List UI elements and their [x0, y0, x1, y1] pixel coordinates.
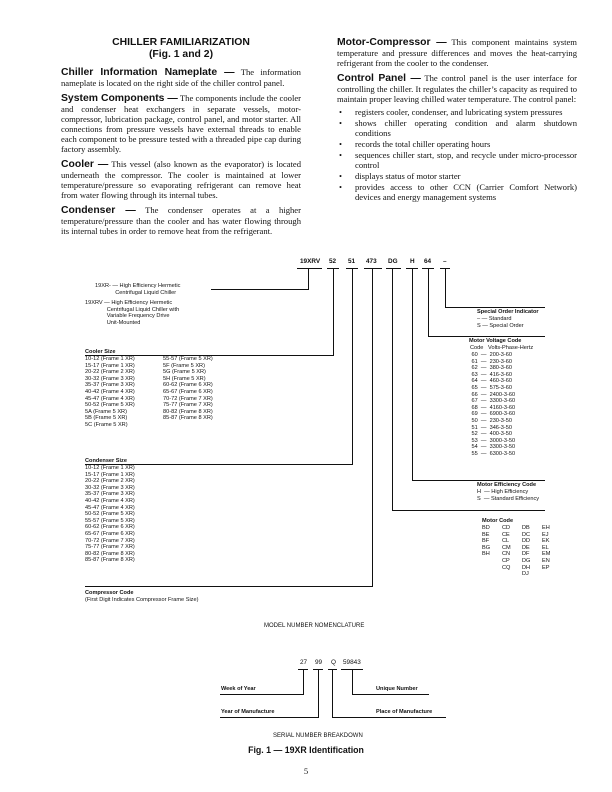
list-item: • shows chiller operating condition and alarm shutdown conditions [351, 118, 577, 138]
motor-code-col-4: EH EJ EK EL EM EN EP [542, 525, 551, 571]
type-19xrv: 19XRV — High Efficiency Hermetic Centrifugal Liquid Chiller with Variable Frequency Drive Unit-Mounted [85, 300, 180, 326]
motor-efficiency-list: H — High Efficiency S — Standard Efficiency [477, 489, 540, 502]
model-code-motor: DG [388, 258, 398, 265]
motor-text: This component maintains system temperature and pressure differences and moves the heat-carrying refrigerant from the cooler to the condenser. [337, 37, 577, 68]
model-caption: MODEL NUMBER NOMENCLATURE [264, 623, 365, 629]
nameplate-heading: Chiller Information Nameplate — [61, 67, 235, 78]
page-number: 5 [303, 766, 309, 776]
serial-code-week: 27 [300, 659, 308, 666]
special-order-title: Special Order Indicator [477, 309, 539, 315]
list-item: • records the total chiller operating hours [351, 139, 577, 149]
motor-paragraph [337, 37, 577, 68]
condenser-size-title: Condenser Size [85, 458, 127, 464]
list-item: • registers cooler, condenser, and lubricating system pressures [351, 107, 577, 117]
serial-code-place: Q [331, 659, 336, 666]
model-code-condenser: 51 [348, 258, 356, 265]
cooler-size-list-1: 10-12 (Frame 1 XR) 15-17 (Frame 1 XR) 20-22 (Frame 2 XR) 30-32 (Frame 3 XR) 35-37 (Frame 3 XR) 40-42 (Frame 4 XR) 45-47 (Frame 4 XR) 50-52 (Frame 5 XR) 5A (Frame 5 XR) 5B (Frame 5 XR) 5C (Frame 5 XR) [85, 356, 135, 428]
motor-voltage-title: Motor Voltage Code [469, 338, 522, 344]
cooler-size-title: Cooler Size [85, 349, 116, 355]
serial-code-unique: 59843 [343, 659, 361, 666]
cooler-heading: Cooler — [61, 159, 109, 170]
panel-text: The control panel is the user interface for controlling the chiller. It regulates the chiller’s capacity as required to maintain proper leaving chilled water temperature. The control panel: [337, 73, 577, 104]
motor-voltage-list: 60 — 200-3-60 61 — 230-3-60 62 — 380-3-60 63 — 416-3-60 64 — 460-3-60 65 — 575-3-60 66 — 2400-3-60 67 — 3300-3-60 68 — 4160-3-60 69 — 6900-3-60 50 — 230-3-50 51 — 346-3-50 52 — 400-3-50 53 — 3000-3-50 54 — 3300-3-50 55 — 6300-3-50 [471, 352, 516, 457]
nameplate-text: The information nameplate is located on the right side of the chiller control panel. [61, 67, 301, 88]
model-code-type: 19XRV [300, 258, 321, 265]
model-code-special: – [443, 258, 447, 265]
nameplate-paragraph [61, 67, 301, 88]
motor-code-col-1: BD BE BF BG BH [482, 525, 491, 558]
motor-code-col-2: CD CE CL CM CN CP CQ [502, 525, 511, 571]
control-panel-list [337, 107, 577, 202]
motor-code-title: Motor Code [482, 518, 514, 524]
condenser-size-list: 10-12 (Frame 1 XR) 15-17 (Frame 1 XR) 20-22 (Frame 2 XR) 30-32 (Frame 3 XR) 35-37 (Frame 3 XR) 40-42 (Frame 4 XR) 45-47 (Frame 4 XR) 50-52 (Frame 5 XR) 55-57 (Frame 5 XR) 60-62 (Frame 6 XR) 65-67 (Frame 6 XR) 70-72 (Frame 7 XR) 75-77 (Frame 7 XR) 80-82 (Frame 8 XR) 85-87 (Frame 8 XR) [85, 465, 135, 564]
list-item: • sequences chiller start, stop, and recycle under micro-processor control [351, 150, 577, 170]
motor-heading: Motor-Compressor — [337, 37, 447, 48]
model-code-efficiency: H [410, 258, 415, 265]
panel-paragraph [337, 73, 577, 104]
compressor-code-note: (First Digit Indicates Compressor Frame Size) [85, 597, 199, 603]
unique-number-label: Unique Number [376, 686, 418, 692]
compressor-code-title: Compressor Code [85, 590, 134, 596]
serial-caption: SERIAL NUMBER BREAKDOWN [273, 733, 363, 739]
section-subtitle: (Fig. 1 and 2) [148, 49, 214, 60]
model-code-voltage: 64 [424, 258, 432, 265]
figure-caption: Fig. 1 — 19XR Identification [248, 745, 364, 755]
section-title: CHILLER FAMILIARIZATION [112, 37, 250, 48]
cooler-size-list-2: 55-57 (Frame 5 XR) 5F (Frame 5 XR) 5G (Frame 5 XR) 5H (Frame 5 XR) 60-62 (Frame 6 XR) 65-67 (Frame 6 XR) 70-72 (Frame 7 XR) 75-77 (Frame 7 XR) 80-82 (Frame 8 XR) 85-87 (Frame 8 XR) [163, 356, 213, 422]
condenser-heading: Condenser — [61, 205, 136, 216]
serial-code-year: 99 [315, 659, 323, 666]
list-item: • provides access to other CCN (Carrier Comfort Network) devices and energy management systems [351, 182, 577, 202]
model-code-cooler: 52 [329, 258, 337, 265]
motor-voltage-header: Code Volts-Phase-Hertz [470, 345, 534, 351]
motor-code-col-3: DB DC DD DE DF DG DH DJ [522, 525, 531, 578]
right-column [337, 37, 577, 203]
left-column [61, 37, 301, 241]
week-of-year-label: Week of Year [221, 686, 256, 692]
system-paragraph [61, 93, 301, 154]
condenser-text: The condenser operates at a higher temperature/pressure than the cooler and has water flowing through its internal tubes in order to remove heat from the refrigerant. [61, 205, 301, 236]
cooler-paragraph [61, 159, 301, 200]
system-text: The components include the cooler and condenser heat exchangers in separate vessels, motor-compressor, lubrication package, control panel, and motor starter. All connections from pressure vessels have external threads to enable each component to be pressure tested with a threaded pipe cap during factory assembly. [61, 93, 302, 154]
motor-efficiency-title: Motor Efficiency Code [477, 482, 537, 488]
model-code-compressor: 473 [366, 258, 377, 265]
cooler-text: This vessel (also known as the evaporator) is located underneath the compressor. The cooler is maintained at lower temperature/pressure so evaporating refrigerant can remove heat from water flowing through its internal tubes. [61, 159, 302, 200]
list-item: • displays status of motor starter [351, 171, 577, 181]
place-of-manufacture-label: Place of Manufacture [376, 709, 433, 715]
type-19xr: 19XR- — High Efficiency Hermetic Centrifugal Liquid Chiller [95, 283, 181, 296]
system-heading: System Components — [61, 93, 178, 104]
condenser-paragraph [61, 205, 301, 236]
year-of-manufacture-label: Year of Manufacture [221, 709, 275, 715]
panel-heading: Control Panel — [337, 73, 421, 84]
special-order-list: – — Standard S — Special Order [477, 316, 524, 329]
